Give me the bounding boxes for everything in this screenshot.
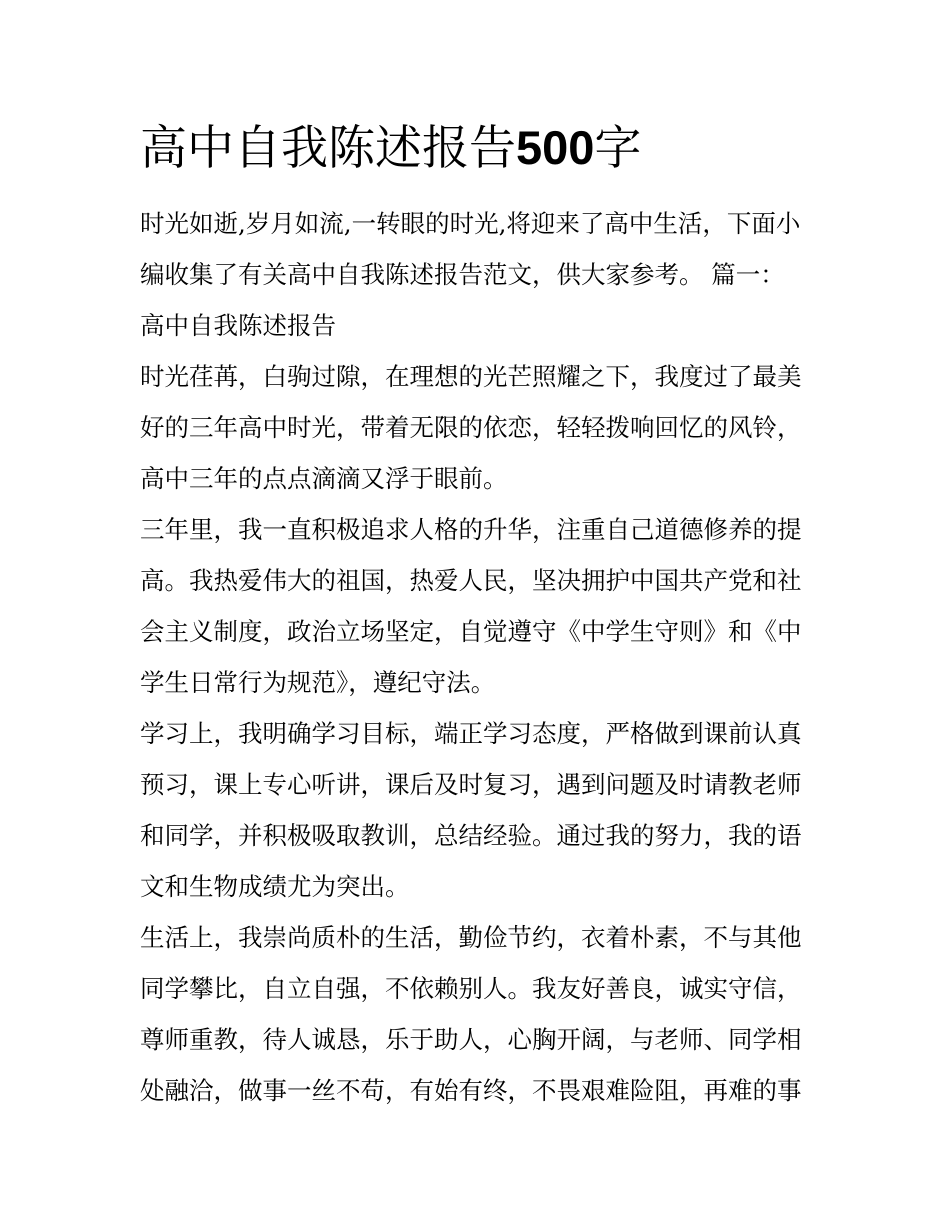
text-line: 预习，课上专心听讲，课后及时复习，遇到问题及时请教老师 xyxy=(140,770,802,799)
title-main-text: 高中自我陈述报告 xyxy=(140,121,516,176)
text-line: 尊师重教，待人诚恳，乐于助人，心胸开阔，与老师、同学相 xyxy=(140,1025,802,1054)
text-line: 高。我热爱伟大的祖国，热爱人民，坚决拥护中国共产党和社 xyxy=(140,566,802,595)
text-line: 处融洽，做事一丝不苟，有始有终，不畏艰难险阻，再难的事 xyxy=(140,1076,802,1105)
text-line: 高中三年的点点滴滴又浮于眼前。 xyxy=(140,464,508,493)
text-line: 编收集了有关高中自我陈述报告范文，供大家参考。 篇一： xyxy=(140,260,785,289)
text-line: 时光如逝,岁月如流,一转眼的时光,将迎来了高中生活，下面小 xyxy=(140,209,801,238)
text-line: 生活上，我崇尚质朴的生活，勤俭节约，衣着朴素，不与其他 xyxy=(140,923,802,952)
text-line: 学习上，我明确学习目标，端正学习态度，严格做到课前认真 xyxy=(140,719,802,748)
text-line: 会主义制度，政治立场坚定，自觉遵守《中学生守则》和《中 xyxy=(140,617,802,646)
text-line: 好的三年高中时光，带着无限的依恋，轻轻拨响回忆的风铃， xyxy=(140,413,802,442)
text-line: 同学攀比，自立自强，不依赖别人。我友好善良，诚实守信， xyxy=(140,974,802,1003)
text-line: 学生日常行为规范》，遵纪守法。 xyxy=(140,668,496,697)
title-suffix: 字 xyxy=(594,121,642,176)
text-line: 三年里，我一直积极追求人格的升华，注重自己道德修养的提 xyxy=(140,515,802,544)
text-line: 文和生物成绩尤为突出。 xyxy=(140,872,410,901)
document-title xyxy=(140,118,641,179)
text-line: 高中自我陈述报告 xyxy=(140,311,336,340)
title-number: 500 xyxy=(516,121,595,174)
text-line: 时光荏苒，白驹过隙，在理想的光芒照耀之下，我度过了最美 xyxy=(140,362,802,391)
document-body xyxy=(140,198,830,1116)
text-line: 和同学，并积极吸取教训，总结经验。通过我的努力，我的语 xyxy=(140,821,802,850)
